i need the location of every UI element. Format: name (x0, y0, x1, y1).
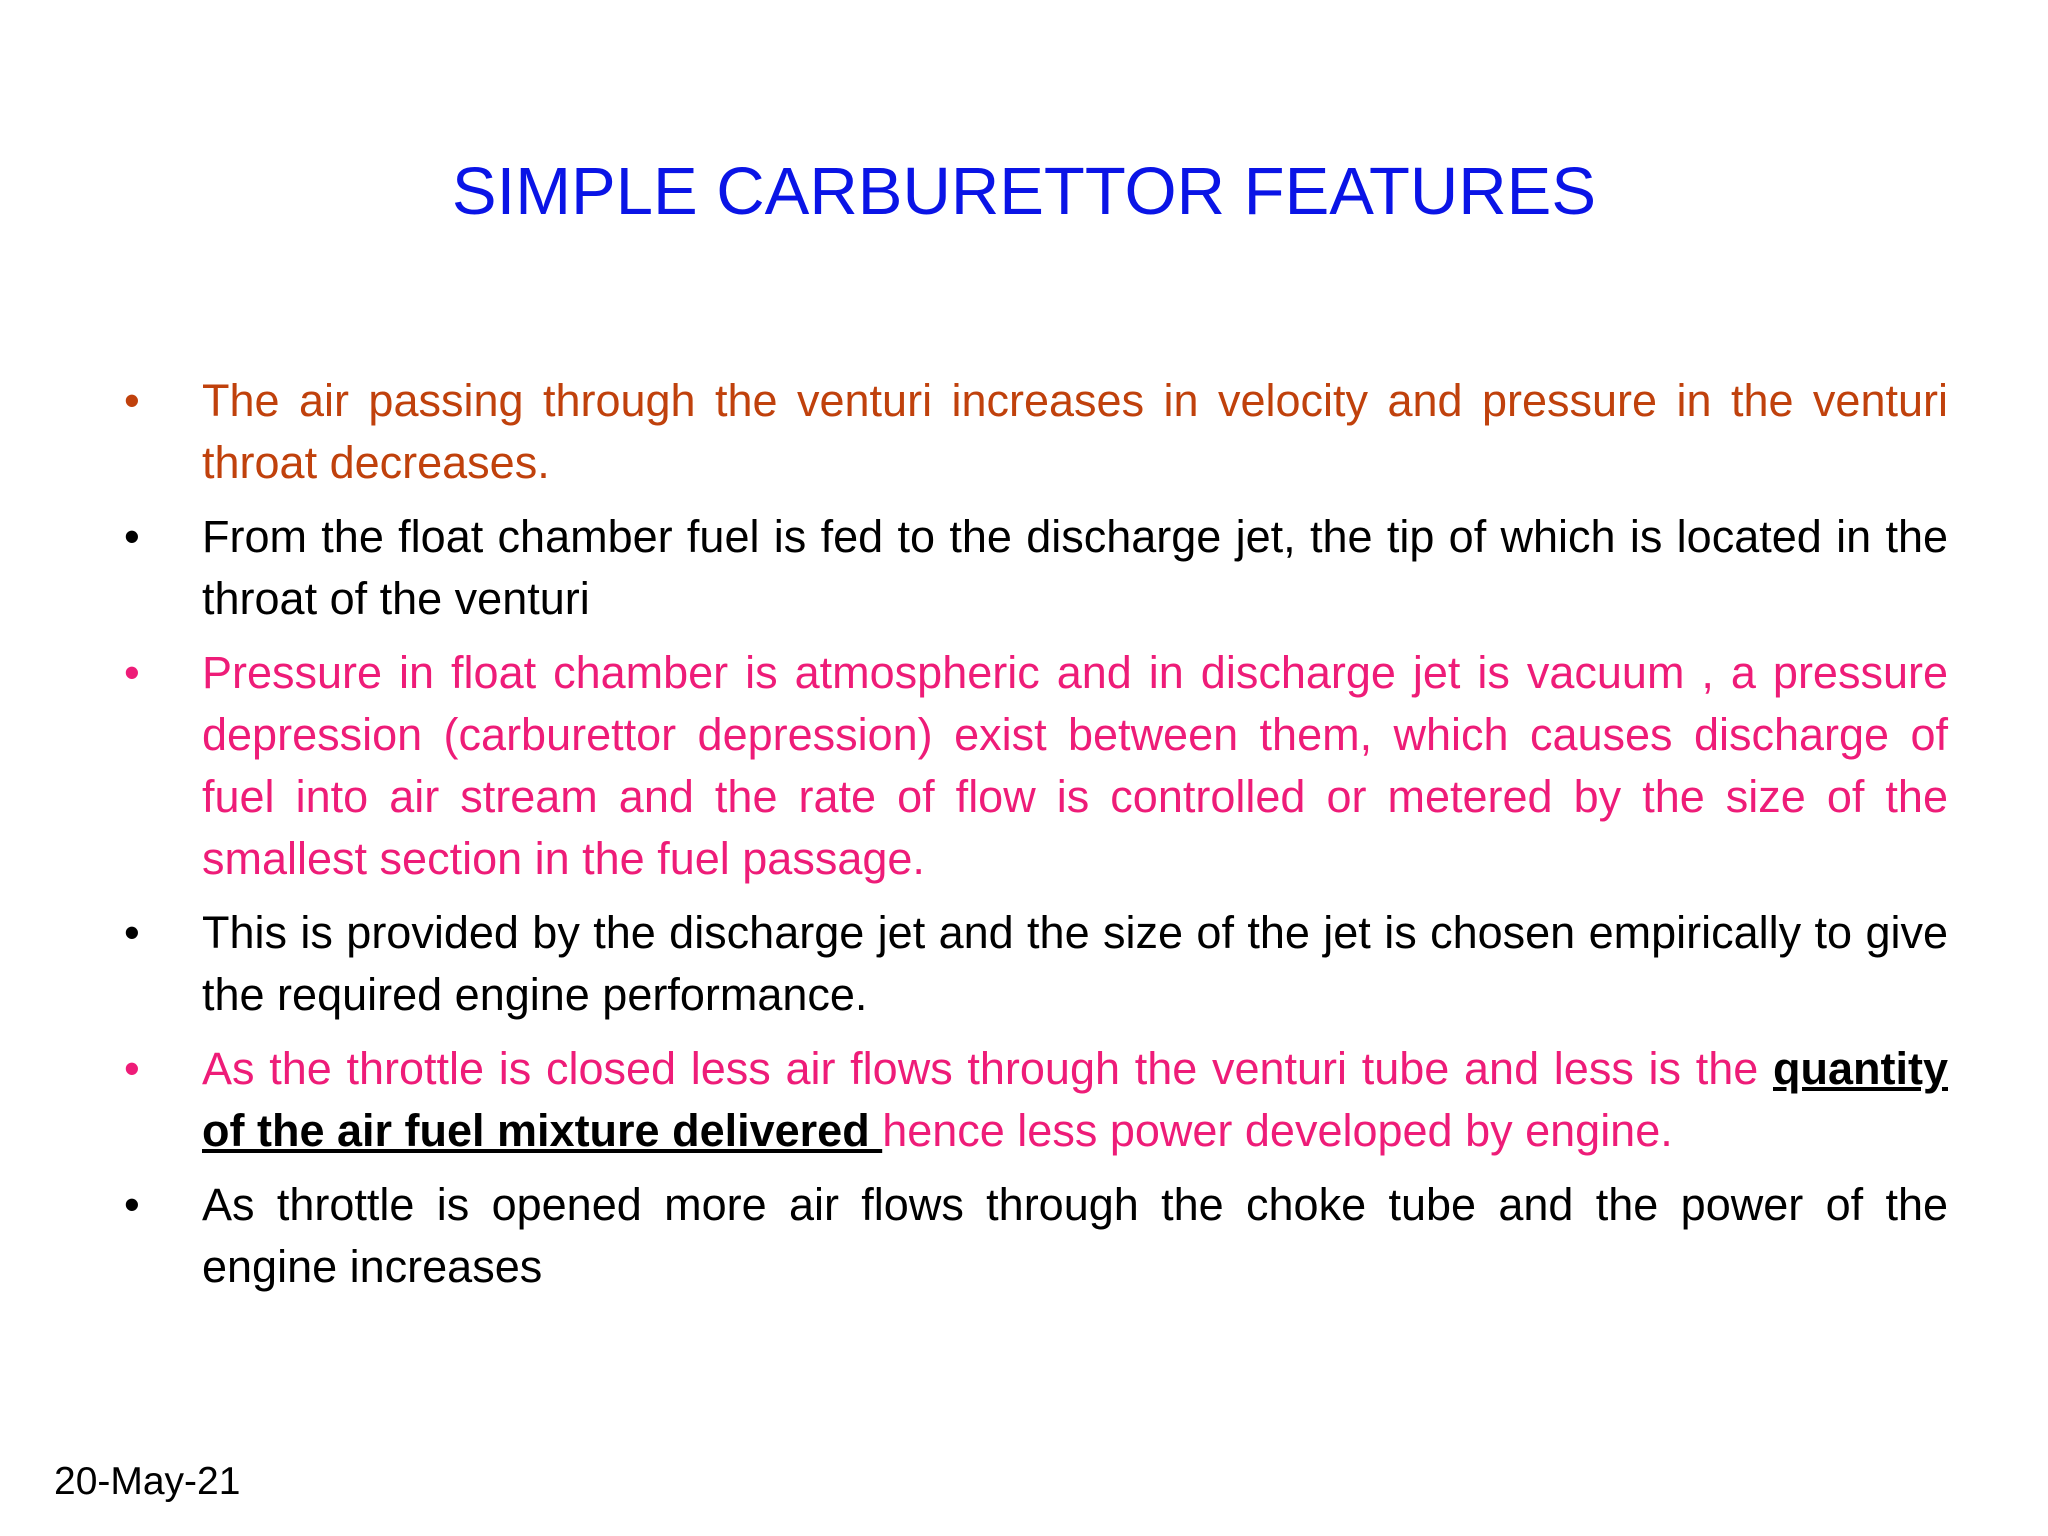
bullet-marker: • (124, 375, 140, 426)
bullet-item-1 (118, 370, 1948, 494)
bullet-text: The air passing through the venturi increases in velocity and pressure in the venturi throat decreases. (202, 375, 1948, 488)
bullet-marker: • (124, 1043, 140, 1094)
bullet-text-after: hence less power developed by engine. (882, 1105, 1673, 1156)
bullet-item-6 (118, 1174, 1948, 1298)
bullet-text-emphasis: quantity of the air fuel mixture delivered (202, 1043, 1948, 1156)
bullet-marker: • (124, 647, 140, 698)
bullet-item-4 (118, 902, 1948, 1026)
bullet-marker: • (124, 907, 140, 958)
bullet-item-3 (118, 642, 1948, 890)
bullet-item-2 (118, 506, 1948, 630)
bullet-text: Pressure in float chamber is atmospheric and in discharge jet is vacuum , a pressure depression (carburettor depression) exist between them, which causes discharge of fuel into air stream and the rate of flow is controlled or metered by the size of the smallest section in the fuel passage. (202, 647, 1948, 884)
bullet-item-5 (118, 1038, 1948, 1162)
bullet-text: As throttle is opened more air flows through the choke tube and the power of the engine increases (202, 1179, 1948, 1292)
slide-title: SIMPLE CARBURETTOR FEATURES (451, 154, 1597, 229)
bullet-list (118, 370, 1948, 1310)
bullet-text-before: As the throttle is closed less air flows through the venturi tube and less is the (202, 1043, 1773, 1094)
bullet-marker: • (124, 1179, 140, 1230)
bullet-text: From the float chamber fuel is fed to the discharge jet, the tip of which is located in the throat of the venturi (202, 511, 1948, 624)
bullet-marker: • (124, 511, 140, 562)
bullet-text (202, 1038, 1948, 1162)
footer-date: 20-May-21 (54, 1460, 241, 1503)
bullet-text: This is provided by the discharge jet and the size of the jet is chosen empirically to give the required engine performance. (202, 907, 1948, 1020)
